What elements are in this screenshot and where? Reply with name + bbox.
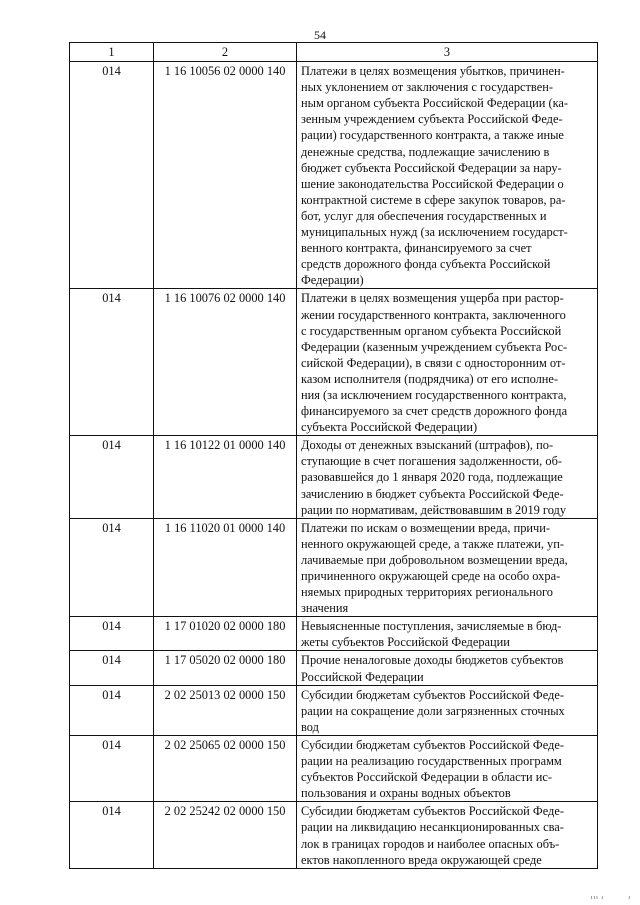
description-line: с государственным органом субъекта Российской [301, 323, 562, 338]
table-row [70, 436, 598, 518]
budget-code-cell: 1 16 10056 02 0000 140 [154, 62, 297, 289]
footer-mark: ııı ı [590, 895, 604, 901]
description-line: Субсидии бюджетам субъектов Российской Феде- [301, 804, 564, 819]
description-line: денежные средства, подлежащие зачислению в [301, 144, 550, 159]
budget-code-cell: 1 16 10122 01 0000 140 [154, 436, 297, 518]
description-line: рации по нормативам, действовавшим в 2019 году [301, 502, 567, 517]
description-line: ектов накопленного вреда окружающей среде [301, 852, 542, 867]
admin-code-cell: 014 [70, 802, 154, 868]
description-line: бот, услуг для обеспечения государственных и [301, 208, 547, 223]
description-line: муниципальных нужд (за исключением государст- [301, 225, 568, 240]
description-line: рации на ликвидацию несанкционированных сва- [301, 820, 564, 835]
description-line: ния (за исключением государственного контракта, [301, 387, 567, 402]
description-cell [297, 685, 598, 735]
header-row [70, 43, 598, 62]
description-line: Платежи в целях возмещения ущерба при растор- [301, 291, 564, 306]
description-line: Прочие неналоговые доходы бюджетов субъектов [301, 653, 564, 668]
description-cell [297, 436, 598, 518]
header-col-2: 2 [154, 43, 297, 62]
budget-code-cell: 2 02 25242 02 0000 150 [154, 802, 297, 868]
table-row [70, 617, 598, 651]
budget-code-cell: 1 17 05020 02 0000 180 [154, 651, 297, 685]
description-line: контрактной системе в сфере закупок товаров, ра- [301, 192, 566, 207]
budget-codes-table [69, 42, 598, 869]
description-line: значения [301, 601, 349, 616]
description-line: Невыясненные поступления, зачисляемые в бюд- [301, 619, 562, 634]
description-cell [297, 802, 598, 868]
description-line: жеты субъектов Российской Федерации [301, 635, 510, 650]
description-line: пользования и охраны водных объектов [301, 786, 511, 801]
admin-code-cell: 014 [70, 62, 154, 289]
description-line: венного контракта, финансируемого за счет [301, 241, 532, 256]
description-line: зенным учреждением субъекта Российской Феде- [301, 112, 563, 127]
description-cell [297, 735, 598, 801]
description-line: Платежи по искам о возмещении вреда, причи- [301, 520, 551, 535]
budget-code-cell: 1 16 10076 02 0000 140 [154, 289, 297, 436]
description-line: шение законодательства Российской Федерации о [301, 176, 564, 191]
budget-code-cell: 2 02 25065 02 0000 150 [154, 735, 297, 801]
description-line: казом исполнителя (подрядчика) от его исполне- [301, 371, 559, 386]
description-line: сийской Федерации), в связи с односторонним от- [301, 355, 566, 370]
page-number: 54 [314, 28, 326, 42]
description-line: лок в границах городов и наиболее опасных объ- [301, 836, 560, 851]
admin-code-cell: 014 [70, 617, 154, 651]
description-cell [297, 62, 598, 289]
description-line: финансируемого за счет средств дорожного фонда [301, 404, 568, 419]
description-line: Субсидии бюджетам субъектов Российской Феде- [301, 737, 564, 752]
description-line: няемых природных территориях регионального [301, 585, 554, 600]
budget-code-cell: 1 16 11020 01 0000 140 [154, 518, 297, 617]
description-line: Платежи в целях возмещения убытков, причинен- [301, 64, 565, 79]
admin-code-cell: 014 [70, 289, 154, 436]
description-line: рации) государственного контракта, а также иные [301, 128, 564, 143]
description-cell [297, 617, 598, 651]
table-row [70, 802, 598, 868]
description-cell [297, 289, 598, 436]
description-line: ступающие в счет погашения задолженности, об- [301, 454, 562, 469]
description-line: причиненного окружающей среде на особо охра- [301, 569, 561, 583]
table-row [70, 651, 598, 685]
description-line: ным органом субъекта Российской Федерации (ка- [301, 96, 569, 111]
table-row [70, 735, 598, 801]
description-line: разовавшейся до 1 января 2020 года, подлежащие [301, 470, 563, 485]
admin-code-cell: 014 [70, 436, 154, 518]
description-line: рации на сокращение доли загрязненных сточных [301, 703, 565, 718]
description-line: бюджет субъекта Российской Федерации за нару- [301, 160, 562, 175]
header-col-3: 3 [297, 43, 598, 62]
description-line: Российской Федерации [301, 669, 424, 684]
description-line: Федерации (казенным учреждением субъекта Рос- [301, 339, 568, 354]
admin-code-cell: 014 [70, 685, 154, 735]
description-line: субъектов Российской Федерации в области ис- [301, 770, 553, 785]
footer-mark-right: ı [628, 895, 630, 901]
description-line: ных уклонением от заключения с государствен- [301, 80, 553, 95]
table-row [70, 518, 598, 617]
admin-code-cell: 014 [70, 651, 154, 685]
table-row [70, 289, 598, 436]
description-line: субъекта Российской Федерации) [301, 420, 478, 435]
description-cell [297, 651, 598, 685]
description-line: рации на реализацию государственных программ [301, 754, 562, 769]
description-line: зачислению в бюджет субъекта Российской Феде- [301, 486, 564, 501]
description-line: жении государственного контракта, заключенного [301, 307, 566, 322]
table-row [70, 62, 598, 289]
budget-code-cell: 2 02 25013 02 0000 150 [154, 685, 297, 735]
description-line: Федерации) [301, 273, 364, 288]
description-line: Субсидии бюджетам субъектов Российской Феде- [301, 687, 564, 702]
admin-code-cell: 014 [70, 735, 154, 801]
description-line: ненного окружающей среде, а также платежи, уп- [301, 536, 564, 551]
description-cell [297, 518, 598, 617]
budget-code-cell: 1 17 01020 02 0000 180 [154, 617, 297, 651]
header-col-1: 1 [70, 43, 154, 62]
description-line: Доходы от денежных взысканий (штрафов), по- [301, 438, 554, 453]
description-line: лачиваемые при добровольном возмещении вреда, [301, 552, 568, 567]
admin-code-cell: 014 [70, 518, 154, 617]
description-line: вод [301, 719, 319, 734]
description-line: средств дорожного фонда субъекта Российской [301, 257, 551, 272]
table-body [70, 62, 598, 869]
table-row [70, 685, 598, 735]
